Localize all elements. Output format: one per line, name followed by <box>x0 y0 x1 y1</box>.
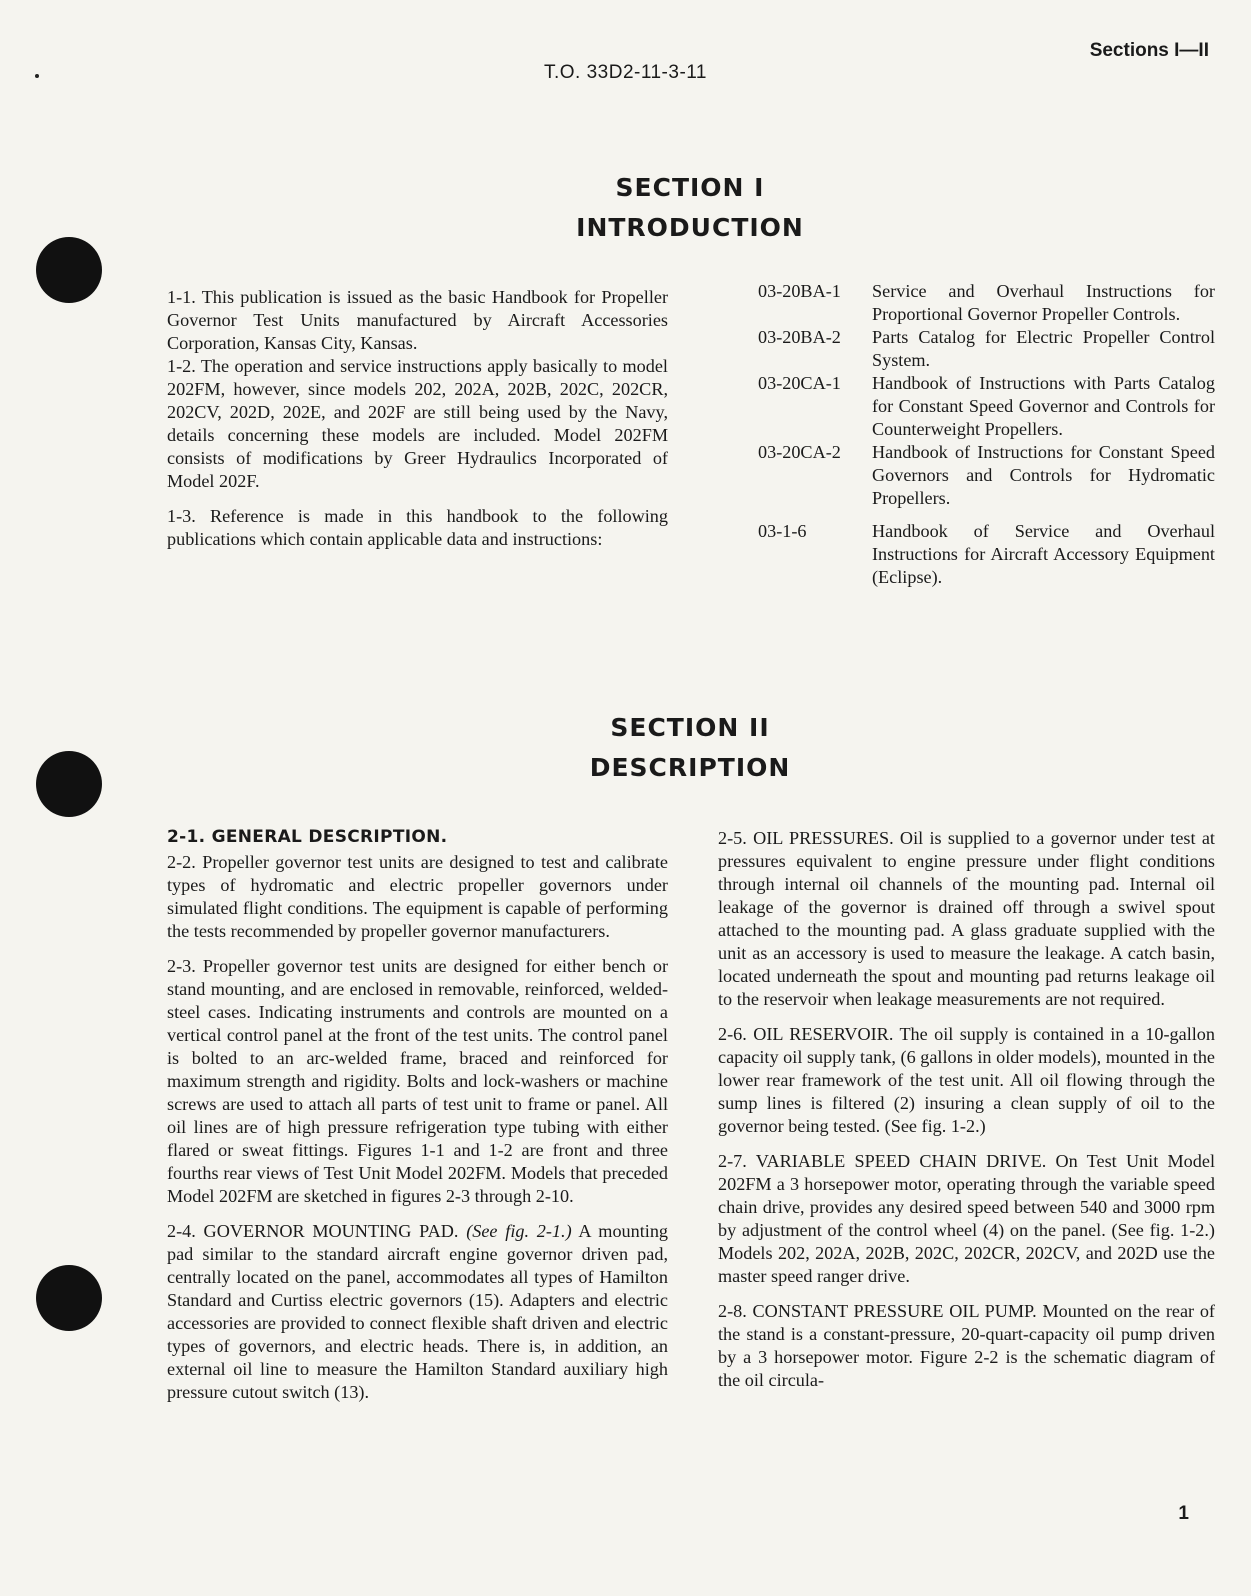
section-2-right-column <box>718 827 1215 1392</box>
reference-description: Service and Overhaul Instructions for Proportional Governor Propeller Controls. <box>872 281 1215 324</box>
paragraph-2-4-heading: 2-4. GOVERNOR MOUNTING PAD. <box>167 1221 459 1241</box>
reference-code: 03-1-6 <box>758 521 807 541</box>
reference-description: Parts Catalog for Electric Propeller Control System. <box>872 327 1215 370</box>
reference-row <box>758 326 1215 372</box>
reference-row <box>758 372 1215 441</box>
paragraph-1-2: 1-2. The operation and service instructions apply basically to model 202FM, however, since models 202, 202A, 202B, 202C, 202CR, 202CV, 202D, 202E, and 202F are still being used by the Navy, details concerning these models are included. Model 202FM consists of modifications by Greer Hydraulics Incorporated of Model 202F. <box>167 356 668 491</box>
paragraph-2-2: 2-2. Propeller governor test units are designed to test and calibrate types of hydromatic and electric propeller governors under simulated flight conditions. The equipment is capable of performing the tests recommended by propeller governor manufacturers. <box>167 852 668 941</box>
section-1-title: INTRODUCTION <box>576 213 804 242</box>
paragraph-1-3: 1-3. Reference is made in this handbook to the following publications which contain applicable data and instructions: <box>167 506 668 549</box>
reference-code: 03-20BA-2 <box>758 327 841 347</box>
reference-description: Handbook of Service and Overhaul Instructions for Aircraft Accessory Equipment (Eclipse). <box>872 521 1215 587</box>
section-range-header: Sections I—II <box>1089 40 1209 61</box>
reference-description: Handbook of Instructions for Constant Speed Governors and Controls for Hydromatic Propellers. <box>872 442 1215 508</box>
reference-code: 03-20BA-1 <box>758 281 841 301</box>
reference-description: Handbook of Instructions with Parts Catalog for Constant Speed Governor and Controls for Counterweight Propellers. <box>872 373 1215 439</box>
paragraph-2-6: 2-6. OIL RESERVOIR. The oil supply is contained in a 10-gallon capacity oil supply tank, (6 gallons in older models), mounted in the lower rear framework of the test unit. All oil flowing through the sump lines is filtered (2) insuring a clean supply of oil to the governor being tested. (See fig. 1-2.) <box>718 1024 1215 1136</box>
paragraph-2-4 <box>167 1220 668 1404</box>
speck-dot <box>35 74 39 78</box>
reference-row <box>758 441 1215 510</box>
section-2-left-column <box>167 826 668 1404</box>
technical-order-number: T.O. 33D2-11-3-11 <box>543 62 708 83</box>
paragraph-2-3: 2-3. Propeller governor test units are designed for either bench or stand mounting, and are enclosed in removable, reinforced, welded-steel cases. Indicating instruments and controls are mounted on a vertical control panel at the front of the test units. The control panel is bolted to an arc-welded frame, braced and reinforced for maximum strength and rigidity. Bolts and lock-washers or machine screws are used to attach all parts of test unit to frame or panel. All oil lines are of high pressure refrigeration type tubing with either flared or sweat fittings. Figures 1-1 and 1-2 are front and three fourths rear views of Test Unit Model 202FM. Models that preceded Model 202FM are sketched in figures 2-3 through 2-10. <box>167 956 668 1206</box>
general-description-heading: 2-1. GENERAL DESCRIPTION. <box>167 827 448 847</box>
section-2-heading <box>0 708 1251 788</box>
reference-row <box>758 280 1215 326</box>
reference-code: 03-20CA-2 <box>758 442 841 462</box>
reference-list <box>758 280 1215 589</box>
paragraph-2-8: 2-8. CONSTANT PRESSURE OIL PUMP. Mounted on the rear of the stand is a constant-pressure, 20-quart-capacity oil pump driven by a 3 horsepower motor. Figure 2-2 is the schematic diagram of the oil circula- <box>718 1301 1215 1390</box>
paragraph-2-4-figure-ref: (See fig. 2-1.) <box>466 1221 572 1241</box>
binder-hole-bottom <box>36 1265 102 1331</box>
paragraph-1-1: 1-1. This publication is issued as the basic Handbook for Propeller Governor Test Units manufactured by Aircraft Accessories Corporation, Kansas City, Kansas. <box>167 287 668 353</box>
paragraph-2-4-body: A mounting pad similar to the standard aircraft engine governor driven pad, centrally located on the panel, accommodates all types of Hamilton Standard and Curtiss electric governors (15). Adapters and electric accessories are provided to connect flexible shaft driven and electric types of governors, and electric heads. There is, in addition, an external oil line to measure the Hamilton Standard auxiliary high pressure cutout switch (13). <box>167 1221 669 1402</box>
section-1-number: SECTION I <box>615 173 765 202</box>
section-2-title: DESCRIPTION <box>589 753 791 782</box>
reference-code: 03-20CA-1 <box>758 373 841 393</box>
page-number: 1 <box>1178 1503 1189 1524</box>
paragraph-2-7: 2-7. VARIABLE SPEED CHAIN DRIVE. On Test Unit Model 202FM a 3 horsepower motor, operating through the variable speed chain drive, provides any desired speed between 540 and 3000 rpm by adjustment of the control wheel (4) on the panel. (See fig. 1-2.) Models 202, 202A, 202B, 202C, 202CR, 202CV, and 202D use the master speed ranger drive. <box>718 1151 1215 1286</box>
section-1-left-column <box>167 286 668 563</box>
reference-row <box>758 520 1215 589</box>
paragraph-2-5: 2-5. OIL PRESSURES. Oil is supplied to a governor under test at pressures equivalent to engine pressure under flight conditions through internal oil channels of the mounting pad. Internal oil leakage of the governor is drained off through a swivel spout attached to the mounting pad. A glass graduate supplied with the unit as an accessory is used to measure the leakage. A catch basin, located underneath the spout and mounting pad returns leakage oil to the reservoir when leakage measurements are not required. <box>718 828 1215 1009</box>
section-2-number: SECTION II <box>610 713 770 742</box>
section-1-heading <box>0 168 1251 248</box>
